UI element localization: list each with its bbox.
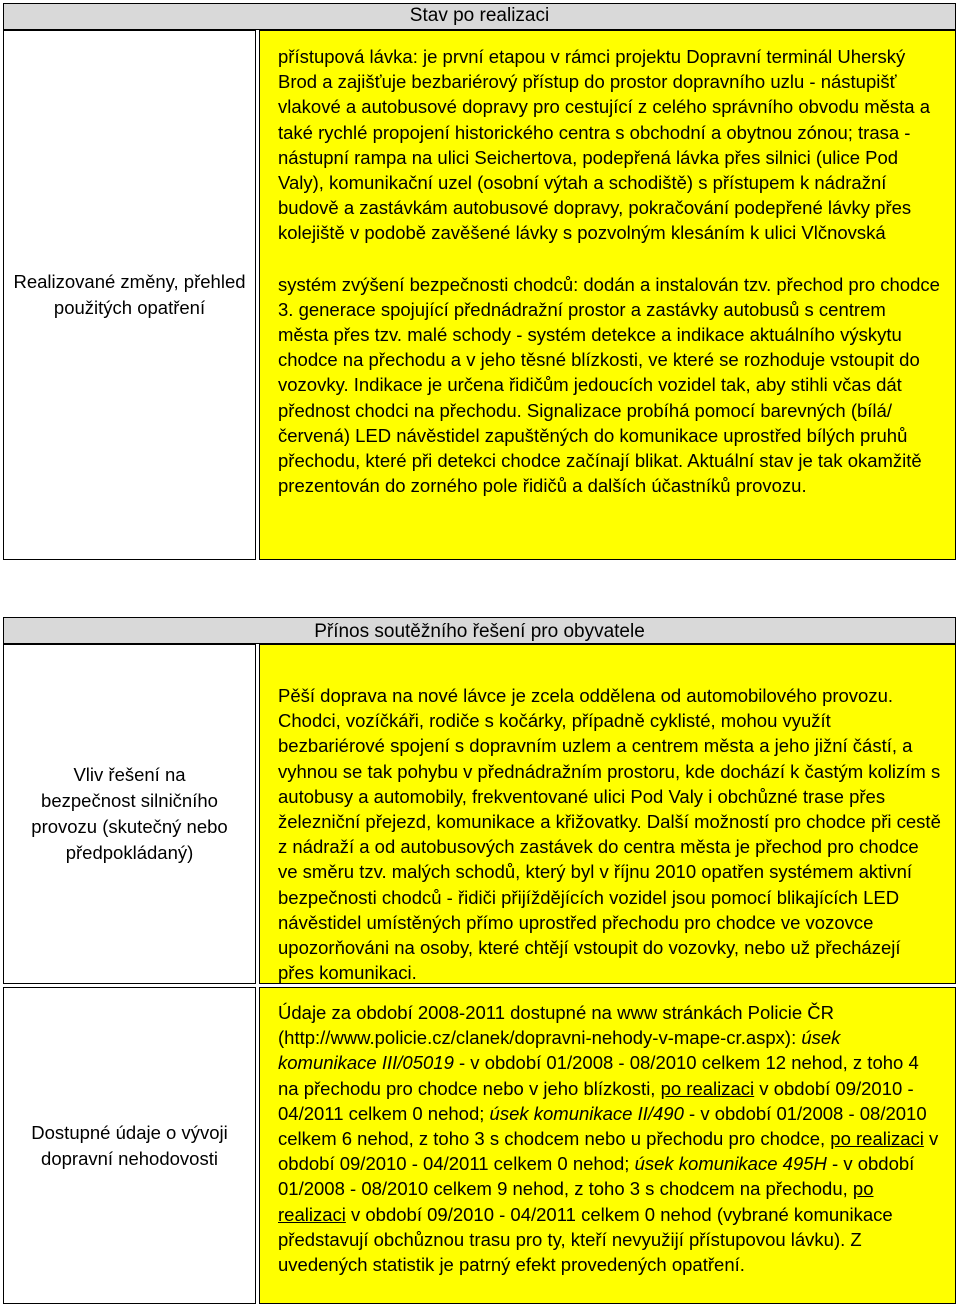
content-cell-realizovane-zmeny <box>259 30 956 560</box>
underlined-po-realizaci: po realizaci <box>830 1128 924 1150</box>
text-run: v období 09/2010 - 04/2011 celkem 0 nehod; <box>278 1128 939 1175</box>
section-header-prinos: Přínos soutěžního řešení pro obyvatele <box>3 617 956 644</box>
italic-road-segment: úsek komunikace III/05019 <box>278 1027 841 1074</box>
paragraph-system-bezpecnosti: systém zvýšení bezpečnosti chodců: dodán a instalován tzv. přechod pro chodce 3. generace spojující přednádražní prostor a zastávky autobusů s centrem města přes tzv. malé schody - systém detekce a indikace aktuálního výskytu chodce na přechodu a v jeho těsné blízkosti, ve které se rozhoduje vstoupit do vozovky. Indikace je určena řidičům jedoucích vozidel tak, aby stihli včas dát přednost chodci na přechodu. Signalizace probíhá pomocí barevných (bílá/červená) LED návěstidel zapuštěných do komunikace uprostřed bílých pruhů přechodu, které při detekci chodce začínají blikat. Aktuální stav je tak okamžitě prezentován do zorného pole řidičů a dalších účastníků provozu. <box>278 273 940 497</box>
row-label-vliv-reseni <box>3 644 256 984</box>
spacer <box>278 246 941 272</box>
paragraph-vliv-reseni: Pěší doprava na nové lávce je zcela oddělena od automobilového provozu. Chodci, vozíčkáři, rodiče s kočárky, případně cyklisté, mohou využít bezbariérové spojení s dopravním uzlem a centrem města a jeho jižní částí, a vyhnou se tak pohybu v přednádražním prostoru, kde dochází k častým kolizím s autobusy a automobily, frekventované ulici Pod Valy i obchůzné trase přes železniční přejezd, komunikace a křižovatky. Další možností pro chodce při cestě z nádraží a od autobusových zastávek do centra města je přechod pro chodce ve směru tzv. malých schodů, který byl v říjnu 2010 opatřen systémem aktivní bezpečnosti chodců - řidiči přijíždějících vozidel jsou pomocí blikajících LED návěstidel umístěných přímo uprostřed přechodu pro chodce ve vozovce upozorňováni na osoby, které chtějí vstoupit do vozovky, nebo už přecházejí přes komunikaci. <box>278 685 941 984</box>
paragraph-dostupne-udaje <box>278 1000 941 1277</box>
text-run: - v období 01/2008 - 08/2010 celkem 12 nehod, z toho 4 na přechodu pro chodce nebo v jeho blízkosti, <box>278 1052 919 1099</box>
row-label-text: Realizované změny, přehled použitých opatření <box>13 271 246 318</box>
content-cell-vliv-reseni <box>259 644 956 984</box>
section-header-stav-po-realizaci: Stav po realizaci <box>3 3 956 30</box>
row-label-dostupne-udaje <box>3 987 256 1304</box>
text-run: v období 09/2010 - 04/2011 celkem 0 nehod; <box>278 1077 914 1124</box>
paragraph-pristupova-lavka: přístupová lávka: je první etapou v rámci projektu Dopravní terminál Uherský Brod a zajišťuje bezbariérový přístup do prostor dopravního uzlu - nástupišť vlakové a autobusové dopravy pro cestující z celého správního obvodu města a také rychlé propojení historického centra s obchodní a obytnou zónou; trasa - nástupní rampa na ulici Seichertova, podepřená lávka přes silnici (ulice Pod Valy), komunikační uzel (osobní výtah a schodiště) s přístupem k nádražní budově a zastávkám autobusové dopravy, pokračování podepřené lávky přes kolejiště v podobě zavěšené lávky s pozvolným klesáním k ulici Vlčnovská <box>278 46 930 244</box>
row-label-text: Dostupné údaje o vývoji dopravní nehodovosti <box>31 1121 228 1169</box>
italic-road-segment: úsek komunikace II/490 <box>489 1102 684 1124</box>
text-run: Údaje za období 2008-2011 dostupné na www stránkách Policie ČR (http://www.policie.cz/clanek/dopravni-nehody-v-mape-cr.aspx): <box>278 1002 835 1049</box>
text-run: - v období 01/2008 - 08/2010 celkem 6 nehod, z toho 3 s chodcem nebo u přechodu pro chodce, <box>278 1102 927 1150</box>
content-cell-dostupne-udaje <box>259 987 956 1304</box>
row-label-realizovane-zmeny <box>3 30 256 560</box>
text-run: v období 09/2010 - 04/2011 celkem 0 nehod (vybrané komunikace představují obchůznou trasu pro ty, kteří nevyužijí přístupovou lávku). Z uvedených statistik je patrný efekt provedených opatření. <box>278 1203 893 1276</box>
underlined-po-realizaci: po realizaci <box>278 1178 874 1225</box>
text-run: - v období 01/2008 - 08/2010 celkem 9 nehod, z toho 3 s chodcem na přechodu, <box>278 1153 915 1200</box>
italic-road-segment: úsek komunikace 495H <box>634 1153 827 1175</box>
underlined-po-realizaci: po realizaci <box>660 1077 755 1099</box>
row-label-text: Vliv řešení na bezpečnost silničního provozu (skutečný nebo předpokládaný) <box>31 764 228 863</box>
